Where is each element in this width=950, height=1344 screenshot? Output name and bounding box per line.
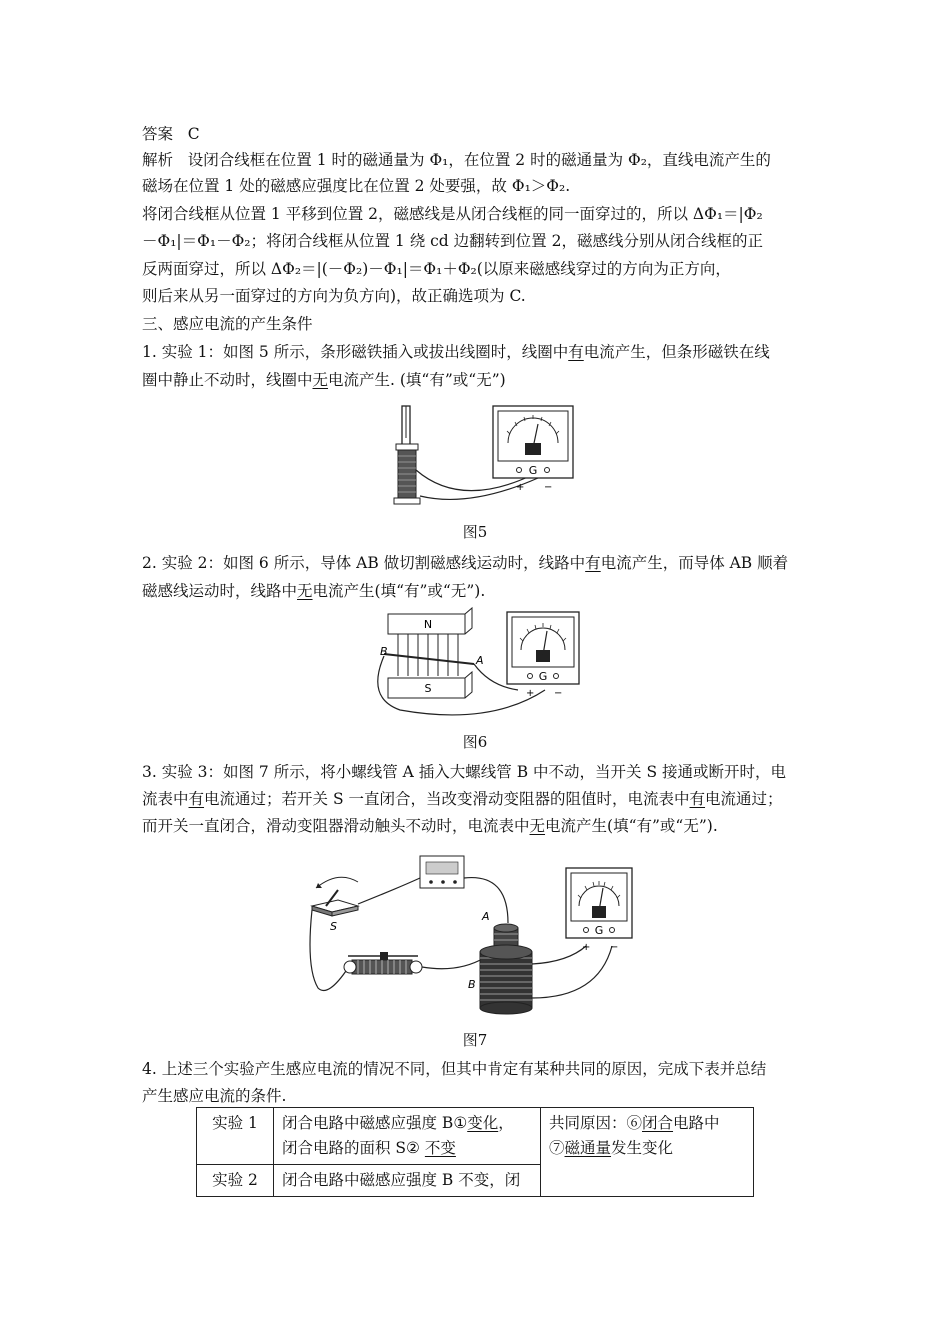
- fig6-a-label: A: [476, 654, 484, 667]
- exp3-line-1: 3. 实验 3：如图 7 所示，将小螺线管 A 插入大螺线管 B 中不动，当开关 S 接通或断开时，电: [142, 763, 786, 781]
- figure-6: [370, 606, 585, 721]
- fig7-s-label: S: [330, 920, 337, 933]
- fig7-b-label: B: [468, 978, 476, 991]
- fig5-g-label: G: [528, 464, 538, 477]
- answer-value: C: [187, 125, 200, 143]
- exp3-line-2: 流表中有电流通过；若开关 S 一直闭合，当改变滑动变阻器的阻值时，电流表中有电流通过；: [142, 790, 783, 808]
- exp3-blank-2: 有: [689, 790, 706, 808]
- table-blank-2: 不变: [424, 1139, 456, 1157]
- fig7-g-label: G: [594, 924, 604, 937]
- summary-table: [196, 1107, 754, 1197]
- fig6-s-label: S: [424, 682, 432, 695]
- table-cell-exp2-content: 闭合电路中磁感应强度 B 不变，闭: [274, 1165, 541, 1197]
- exp2-line-2: 磁感线运动时，线路中无电流产生(填“有”或“无”).: [142, 582, 486, 600]
- table-cell-exp1-content: 闭合电路中磁感应强度 B①变化， 闭合电路的面积 S② 不变: [274, 1108, 541, 1165]
- exp1-blank-1: 有: [568, 343, 584, 361]
- summary-line-2: 产生感应电流的条件.: [142, 1087, 287, 1105]
- analysis-line-6: 则后来从另一面穿过的方向为负方向)，故正确选项为 C.: [142, 287, 526, 305]
- analysis-line-3: 将闭合线框从位置 1 平移到位置 2，磁感线是从闭合线框的同一面穿过的，所以 ΔΦ₁＝|Φ₂: [142, 205, 763, 223]
- exp3-blank-3: 无: [529, 817, 546, 835]
- figure-7-caption: 图7: [462, 1031, 488, 1049]
- fig6-g-label: G: [538, 670, 548, 683]
- table-blank-1: 变化: [467, 1114, 499, 1132]
- table-row: [197, 1108, 754, 1165]
- figure-5: [380, 398, 580, 518]
- table-blank-7: 磁通量: [564, 1139, 612, 1157]
- figure-5-caption: 图5: [462, 523, 488, 541]
- table-cell-exp1-label: 实验 1: [197, 1108, 274, 1165]
- exp1-blank-2: 无: [312, 371, 329, 389]
- fig7-a-label: A: [482, 910, 490, 923]
- summary-line-1: 4. 上述三个实验产生感应电流的情况不同，但其中肯定有某种共同的原因，完成下表并总结: [142, 1060, 767, 1078]
- fig6-b-label: B: [380, 645, 388, 658]
- analysis-line-5: 反两面穿过，所以 ΔΦ₂＝|(－Φ₂)－Φ₁|＝Φ₁＋Φ₂(以原来磁感线穿过的方向为正方向，: [142, 260, 731, 278]
- fig5-plus: +: [516, 482, 525, 493]
- fig6-n-label: N: [423, 618, 433, 631]
- fig7-plus: +: [582, 942, 591, 953]
- fig6-plus: +: [526, 688, 535, 699]
- table-cell-common-cause: 共同原因：⑥闭合电路中 ⑦磁通量发生变化: [541, 1108, 754, 1197]
- section-heading: 三、感应电流的产生条件: [142, 315, 313, 333]
- exp2-line-1: 2. 实验 2：如图 6 所示，导体 AB 做切割磁感线运动时，线路中有电流产生，而导体 AB 顺着: [142, 554, 789, 572]
- analysis-line-2: 磁场在位置 1 处的磁感应强度比在位置 2 处要强，故 Φ₁＞Φ₂.: [142, 177, 571, 195]
- exp1-line-2: 圈中静止不动时，线圈中无电流产生. (填“有”或“无”): [142, 371, 506, 389]
- exp1-line-1: 1. 实验 1：如图 5 所示，条形磁铁插入或拔出线圈时，线圈中有电流产生，但条形磁铁在线: [142, 343, 770, 361]
- analysis-line-4: －Φ₁|＝Φ₁－Φ₂；将闭合线框从位置 1 绕 cd 边翻转到位置 2，磁感线分别从闭合线框的正: [142, 232, 763, 250]
- fig5-minus: −: [544, 482, 553, 493]
- answer-line: 答案 C: [142, 125, 200, 143]
- figure-6-caption: 图6: [462, 733, 488, 751]
- exp3-line-3: 而开关一直闭合，滑动变阻器滑动触头不动时，电流表中无电流产生(填“有”或“无”).: [142, 817, 718, 835]
- table-cell-exp2-label: 实验 2: [197, 1165, 274, 1197]
- figure-7: [308, 848, 643, 1023]
- analysis-line-1: 解析 设闭合线框在位置 1 时的磁通量为 Φ₁，在位置 2 时的磁通量为 Φ₂，直线电流产生的: [142, 151, 771, 169]
- exp3-blank-1: 有: [188, 790, 205, 808]
- table-blank-6: 闭合: [642, 1114, 674, 1132]
- fig7-minus: −: [610, 942, 619, 953]
- fig6-minus: −: [554, 688, 563, 699]
- exp2-blank-2: 无: [297, 582, 313, 600]
- exp2-blank-1: 有: [585, 554, 601, 572]
